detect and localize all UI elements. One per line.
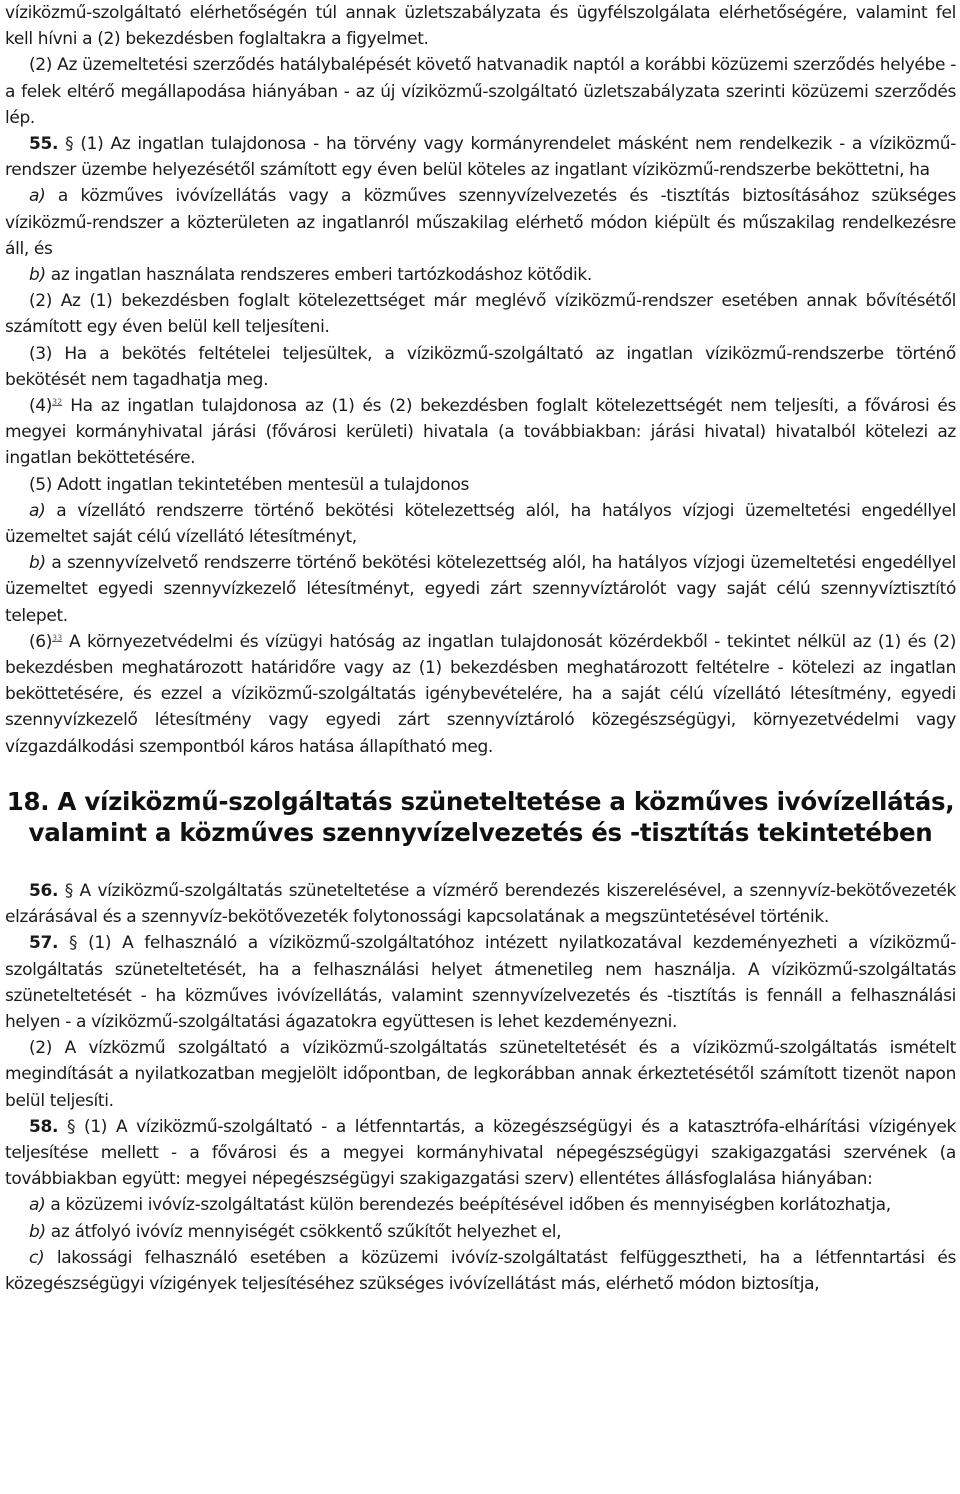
item-text: lakossági felhasználó esetében a közüzemi ivóvíz-szolgáltatást felfüggesztheti, ha a létfenntartási és közegészségügyi vízigények teljesítéséhez szükséges ivóvízellátást más, elérhető módon biztosítja,	[5, 1247, 956, 1294]
paragraph-55-6	[5, 629, 956, 760]
paragraph-55-4	[5, 393, 956, 472]
footnote-link[interactable]: 33	[52, 633, 63, 643]
section-sign: §	[64, 880, 73, 901]
list-item	[5, 1192, 956, 1218]
item-letter: b)	[29, 1221, 46, 1242]
item-text: a szennyvízelvető rendszerre történő bekötési kötelezettség alól, ha hatályos vízjogi üzemeltetési engedéllyel üzemeltet egyedi szennyvízkezelő létesítményt, egyedi zárt szennyvíztárolót vagy saját célú szennyvíztisztító telepet.	[5, 553, 957, 626]
list-item	[5, 1219, 956, 1245]
item-text: a vízellátó rendszerre történő bekötési kötelezettség alól, ha hatályos vízjogi üzemeltetési engedéllyel üzemeltet saját célú vízellátó létesítményt,	[5, 500, 956, 548]
paragraph-55-3: (3) Ha a bekötés feltételei teljesültek, a víziközmű-szolgáltató az ingatlan víziközmű-rendszerbe történő bekötését nem tagadhatja meg.	[5, 343, 956, 390]
section-58-paragraph-1	[5, 1114, 956, 1193]
section-55-paragraph-1	[5, 131, 956, 183]
paragraph-text: A környezetvédelmi és vízügyi hatóság az ingatlan tulajdonosát közérdekből - tekintet nélkül az (1) és (2) bekezdésben meghatározott határidőre vagy az (1) bekezdésben meghatározott feltételre - kötelezi az ingatlan beköttetésére, és ezzel a víziközmű-szolgáltatás igénybevételére, ha a saját célú vízellátó létesítmény, egyedi szennyvízkezelő létesítmény vagy egyedi zárt szennyvíztároló közegészségügyi, környezetvédelmi vagy vízgazdálkodási szempontból káros hatása állapítható meg.	[5, 631, 956, 757]
list-item	[5, 498, 956, 550]
paragraph-prefix: (4)	[29, 396, 53, 417]
paragraph-continuation: víziközmű-szolgáltató elérhetőségén túl annak üzletszabályzata és ügyfélszolgálata elérhetőségére, valamint fel kell hívni a (2) bekezdésben foglaltakra a figyelmet.	[5, 3, 956, 50]
item-letter: a)	[29, 500, 46, 521]
item-letter: a)	[29, 186, 46, 207]
section-number: 57.	[29, 933, 59, 954]
item-text: az ingatlan használata rendszeres emberi tartózkodáshoz kötődik.	[50, 265, 592, 286]
paragraph-54-2: (2) Az üzemeltetési szerződés hatálybalépését követő hatvanadik naptól a korábbi közüzemi szerződés helyébe - a felek eltérő megállapodása hiányában - az új víziközmű-szolgáltató üzletszabályzata szerinti közüzemi szerződés lép.	[5, 55, 956, 128]
paragraph-text: Ha az ingatlan tulajdonosa az (1) és (2) bekezdésben foglalt kötelezettségét nem teljesíti, a fővárosi és megyei kormányhivatal járási (fővárosi kerületi) hivatala (a továbbiakban: járási hivatal) hivatalból kötelezi az ingatlan beköttetésére.	[5, 396, 956, 469]
list-item	[5, 1245, 956, 1297]
section-56	[5, 878, 956, 930]
section-sign: §	[69, 933, 78, 954]
item-text: a közüzemi ivóvíz-szolgáltatást külön berendezés beépítésével időben és mennyiségben korlátozhatja,	[50, 1195, 891, 1216]
chapter-heading-line-2: valamint a közműves szennyvízelvezetés és -tisztítás tekintetében	[28, 817, 933, 847]
footnote-link[interactable]: 32	[52, 397, 63, 407]
item-letter: c)	[29, 1247, 45, 1268]
item-text: az átfolyó ivóvíz mennyiségét csökkentő szűkítőt helyezhet el,	[50, 1221, 562, 1242]
section-number: 58.	[29, 1116, 59, 1137]
paragraph-55-5: (5) Adott ingatlan tekintetében mentesül a tulajdonos	[29, 474, 470, 495]
item-letter: b)	[29, 265, 46, 286]
chapter-heading-line-1: 18. A víziközmű-szolgáltatás szüneteltetése a közműves ivóvízellátás,	[6, 786, 955, 816]
list-item	[5, 183, 956, 262]
section-number: 56.	[29, 880, 59, 901]
section-number: 55.	[29, 134, 59, 155]
section-text: (1) Az ingatlan tulajdonosa - ha törvény vagy kormányrendelet másként nem rendelkezik - a víziközmű-rendszer üzembe helyezésétől számított egy éven belül köteles az ingatlant víziközmű-rendszerbe beköttetni, ha	[5, 134, 957, 181]
item-text: a közműves ivóvízellátás vagy a közműves szennyvízelvezetés és -tisztítás biztosításához szükséges víziközmű-rendszer a közterületen az ingatlanról műszakilag elérhető módon kiépült és műszakilag rendelkezésre áll, és	[5, 186, 956, 259]
list-item	[5, 262, 956, 288]
section-sign: §	[65, 134, 74, 155]
paragraph-prefix: (6)	[29, 631, 53, 652]
section-sign: §	[66, 1116, 76, 1137]
section-text: (1) A felhasználó a víziközmű-szolgáltatóhoz intézett nyilatkozatával kezdeményezheti a víziközmű-szolgáltatás szüneteltetését, ha a felhasználási helyet átmenetileg nem használja. A víziközmű-szolgáltatás szüneteltetését - ha közműves ivóvízellátás, valamint szennyvízelvezetés és -tisztítás is fennáll a felhasználási helyen - a víziközmű-szolgáltatási ágazatokra együttesen is lehet kezdeményezni.	[5, 933, 956, 1032]
item-letter: a)	[29, 1195, 46, 1216]
paragraph-55-2: (2) Az (1) bekezdésben foglalt kötelezettséget már meglévő víziközmű-rendszer esetében annak bővítésétől számított egy éven belül kell teljesíteni.	[5, 291, 956, 338]
section-text: A víziközmű-szolgáltatás szüneteltetése a vízmérő berendezés kiszerelésével, a szennyvíz-bekötővezeték elzárásával és a szennyvíz-bekötővezeték folytonossági kapcsolatának a megszüntetésével történik.	[5, 880, 957, 928]
section-text: (1) A víziközmű-szolgáltató - a létfenntartás, a közegészségügyi és a katasztrófa-elhárítási vízigények teljesítése mellett - a fővárosi és a megyei kormányhivatal népegészségügyi szakigazgatási szervének (a továbbiakban együtt: megyei népegészségügyi szakigazgatási szerv) ellentétes állásfoglalása hiányában:	[5, 1116, 956, 1190]
section-57-paragraph-1	[5, 930, 956, 1035]
chapter-heading	[5, 786, 956, 848]
paragraph-57-2: (2) A vízközmű szolgáltató a víziközmű-szolgáltatás szüneteltetését és a víziközmű-szolgáltatás ismételt megindítását a nyilatkozatban megjelölt időpontban, de legkorábban annak érkeztetésétől számított tizenöt napon belül teljesíti.	[5, 1038, 956, 1111]
item-letter: b)	[29, 553, 46, 574]
list-item	[5, 550, 956, 629]
